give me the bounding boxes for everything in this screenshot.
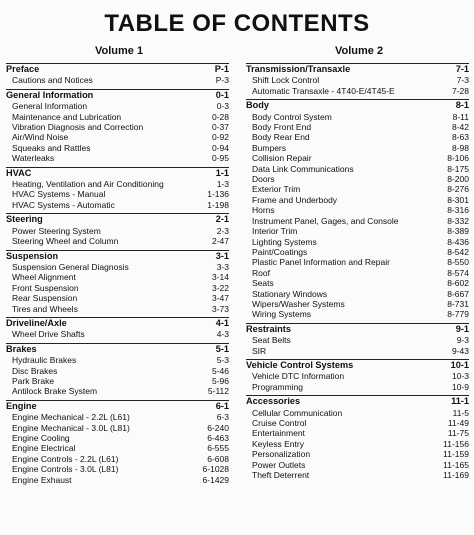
entry-label: Stationary Windows: [252, 288, 328, 299]
entry-label: Engine Electrical: [12, 443, 76, 454]
page-number: 0-37: [211, 122, 229, 133]
page-number: 8-332: [447, 215, 469, 226]
section-heading: Driveline/Axle: [6, 317, 67, 328]
section-restraints: [246, 323, 469, 356]
toc-entry: [246, 164, 469, 174]
section-heading: General Information: [6, 89, 94, 100]
toc-entry: [6, 132, 229, 142]
entry-label: Body Rear End: [252, 132, 310, 143]
entry-label: Air/Wind Noise: [12, 132, 69, 143]
entry-label: Vehicle DTC Information: [252, 371, 345, 382]
page-number: 8-602: [447, 278, 469, 289]
page-number: 5-112: [207, 386, 229, 397]
entry-label: Tires and Wheels: [12, 303, 78, 314]
entry-label: Programming: [252, 381, 304, 392]
page-number: 11-165: [443, 459, 469, 470]
toc-entry: [246, 122, 469, 132]
page-number: 6-3: [216, 412, 229, 423]
page-number: 6-463: [207, 433, 229, 443]
toc-entry: [246, 289, 469, 299]
section-heading: Accessories: [246, 396, 301, 407]
toc-entry: [246, 143, 469, 153]
page-number: 2-3: [216, 225, 229, 236]
section-suspension: [6, 250, 229, 314]
page-number: 8-316: [447, 205, 469, 216]
page-number: 7-3: [456, 75, 469, 86]
section-heading: Transmission/Transaxle: [246, 64, 351, 74]
page-number: 8-436: [447, 236, 469, 247]
page-number: 6-555: [207, 443, 229, 454]
entry-label: Waterleaks: [12, 153, 55, 164]
page-number: 0-92: [211, 132, 229, 143]
toc-entry: [6, 433, 229, 443]
section-heading: HVAC: [6, 167, 32, 178]
toc-entry: [246, 309, 469, 319]
page-number: 1-3: [216, 179, 229, 190]
page-number: 8-63: [451, 132, 469, 143]
toc-entry: [246, 470, 469, 480]
page-number: 8-389: [447, 226, 469, 237]
page-number: 8-11: [452, 111, 469, 122]
entry-label: Body Front End: [252, 122, 312, 133]
section-hvac: [6, 167, 229, 211]
entry-label: Hydraulic Brakes: [12, 355, 77, 366]
toc-entry: [6, 386, 229, 396]
toc-entry: [6, 293, 229, 303]
entry-label: Seats: [252, 278, 274, 289]
toc-entry: [246, 174, 469, 184]
entry-label: Cellular Communication: [252, 407, 343, 418]
toc-entry: [246, 408, 469, 418]
toc-entry: [246, 153, 469, 163]
entry-label: Instrument Panel, Gages, and Console: [252, 215, 399, 226]
page-number: 10-9: [451, 381, 469, 392]
toc-entry: [246, 299, 469, 309]
section-heading: Vehicle Control Systems: [246, 359, 354, 370]
toc-entry: [6, 236, 229, 246]
toc-entry: [6, 412, 229, 422]
entry-label: Antilock Brake System: [12, 386, 98, 397]
section-heading-row: [246, 396, 469, 407]
toc-entry: [6, 423, 229, 433]
entry-label: Front Suspension: [12, 282, 79, 293]
toc-entry: [6, 143, 229, 153]
page-number: 9-43: [451, 345, 469, 356]
section-heading: Engine: [6, 400, 37, 411]
page-number: 7-1: [455, 64, 469, 74]
page-number: 8-542: [447, 246, 469, 257]
page-number: 0-28: [211, 111, 229, 122]
entry-label: Shift Lock Control: [252, 75, 320, 86]
toc-entry: [6, 262, 229, 272]
page-number: 0-3: [216, 101, 229, 112]
section-heading-row: [6, 168, 229, 179]
toc-entry: [6, 475, 229, 485]
page-number: 11-75: [447, 428, 469, 439]
page-number: P-3: [215, 75, 229, 86]
page-number: 8-1: [455, 100, 469, 111]
toc-entry: [246, 278, 469, 288]
entry-label: Wheel Alignment: [12, 272, 76, 283]
entry-label: Personalization: [252, 449, 311, 460]
volume-1-column: [6, 63, 229, 488]
volume-2-label: Volume 2: [335, 45, 384, 57]
toc-entry: [6, 376, 229, 386]
toc-entry: [6, 355, 229, 365]
section-brakes: [6, 343, 229, 397]
page-title: TABLE OF CONTENTS: [104, 10, 370, 37]
page-number: 8-200: [447, 174, 469, 185]
entry-label: Interior Trim: [252, 226, 298, 237]
entry-label: Wiring Systems: [252, 309, 312, 320]
entry-label: Automatic Transaxle - 4T40-E/4T45-E: [252, 85, 395, 96]
section-heading-row: [246, 360, 469, 371]
toc-entry: [6, 454, 229, 464]
toc-entry: [246, 132, 469, 142]
toc-entry: [246, 112, 469, 122]
section-heading: Brakes: [6, 343, 37, 354]
toc-entry: [6, 464, 229, 474]
section-heading-row: [6, 344, 229, 355]
section-steering: [6, 213, 229, 246]
page-number: 8-667: [447, 288, 469, 299]
section-vehicle-control-systems: [246, 359, 469, 392]
entry-label: Wipers/Washer Systems: [252, 298, 345, 309]
entry-label: Theft Deterrent: [252, 470, 310, 481]
section-heading: Preface: [6, 64, 40, 74]
page-number: 4-3: [216, 329, 229, 340]
page-number: 8-98: [451, 142, 469, 153]
entry-label: Plastic Panel Information and Repair: [252, 257, 390, 268]
toc-entry: [6, 283, 229, 293]
toc-entry: [6, 153, 229, 163]
page-number: 11-169: [443, 470, 469, 481]
entry-label: Exterior Trim: [252, 184, 301, 195]
entry-label: Collision Repair: [252, 153, 312, 164]
page-number: 5-46: [211, 365, 229, 376]
toc-entry: [246, 195, 469, 205]
section-preface: [6, 63, 229, 86]
page-number: 10-1: [450, 359, 469, 370]
entry-label: Engine Mechanical - 2.2L (L61): [12, 412, 130, 423]
toc-entry: [246, 75, 469, 85]
page-number: 4-1: [215, 317, 229, 328]
page-number: 8-301: [447, 194, 469, 205]
section-heading-row: [246, 100, 469, 111]
page-number: 2-47: [211, 236, 229, 247]
entry-label: Engine Controls - 2.2L (L61): [12, 453, 119, 464]
toc-entry: [246, 371, 469, 381]
toc-entry: [6, 226, 229, 236]
entry-label: SIR: [252, 345, 267, 356]
page-number: 9-1: [455, 323, 469, 334]
entry-label: Maintenance and Lubrication: [12, 111, 122, 122]
page-number: 8-550: [447, 257, 469, 268]
entry-label: Cautions and Notices: [12, 75, 93, 86]
entry-label: Engine Controls - 3.0L (L81): [12, 464, 119, 475]
toc-entry: [246, 428, 469, 438]
toc-entry: [6, 101, 229, 111]
volume-1-label: Volume 1: [95, 45, 144, 57]
toc-entry: [246, 257, 469, 267]
section-general-information: [6, 89, 229, 164]
page-number: 11-1: [451, 396, 469, 407]
entry-label: Cruise Control: [252, 418, 307, 428]
page-number: 6-1028: [202, 464, 229, 475]
toc-entry: [246, 226, 469, 236]
entry-label: Doors: [252, 174, 275, 185]
entry-label: Roof: [252, 267, 270, 278]
entry-label: General Information: [12, 101, 88, 112]
section-heading-row: [6, 64, 229, 75]
section-driveline-axle: [6, 317, 229, 340]
entry-label: Body Control System: [252, 111, 332, 122]
entry-label: Heating, Ventilation and Air Conditioning: [12, 179, 164, 190]
page-number: 5-96: [211, 375, 229, 386]
section-heading-row: [6, 401, 229, 412]
page-number: 5-1: [215, 343, 229, 354]
page-number: 2-1: [215, 214, 229, 225]
entry-label: HVAC Systems - Automatic: [12, 199, 115, 210]
page-number: 3-47: [211, 293, 229, 304]
page-number: 3-14: [211, 272, 229, 283]
page-number: 3-1: [215, 250, 229, 261]
page-number: 6-1: [215, 400, 229, 411]
toc-entry: [246, 86, 469, 96]
section-body: [246, 99, 469, 320]
entry-label: Lighting Systems: [252, 236, 317, 247]
section-heading: Body: [246, 100, 269, 111]
volume-2-column: [246, 63, 469, 483]
entry-label: Paint/Coatings: [252, 246, 308, 257]
entry-label: Park Brake: [12, 375, 55, 386]
page-number: 8-574: [447, 267, 469, 278]
entry-label: Vibration Diagnosis and Correction: [12, 122, 144, 133]
toc-entry: [6, 112, 229, 122]
page-number: 11-159: [443, 449, 469, 460]
entry-label: Suspension General Diagnosis: [12, 261, 129, 272]
page-number: 11-5: [452, 407, 469, 418]
section-heading: Steering: [6, 214, 43, 225]
section-accessories: [246, 395, 469, 480]
toc-entry: [6, 75, 229, 85]
page-number: 0-95: [211, 153, 229, 164]
entry-label: Data Link Communications: [252, 163, 354, 174]
entry-label: Wheel Drive Shafts: [12, 329, 85, 340]
page-number: 7-28: [451, 85, 469, 96]
page-number: 11-49: [447, 418, 469, 428]
page-number: 1-136: [207, 189, 229, 200]
entry-label: Power Steering System: [12, 225, 101, 236]
page-number: P-1: [214, 64, 229, 74]
entry-label: HVAC Systems - Manual: [12, 189, 106, 200]
section-heading: Suspension: [6, 250, 59, 261]
toc-entry: [246, 268, 469, 278]
section-heading-row: [246, 324, 469, 335]
toc-entry: [246, 184, 469, 194]
toc-entry: [6, 304, 229, 314]
page-number: 11-156: [443, 438, 469, 449]
toc-entry: [246, 335, 469, 345]
page-number: 9-3: [456, 335, 469, 346]
toc-entry: [246, 418, 469, 428]
page-number: 10-3: [451, 371, 469, 382]
entry-label: Bumpers: [252, 142, 287, 153]
section-heading-row: [6, 318, 229, 329]
entry-label: Seat Belts: [252, 335, 291, 346]
toc-entry: [6, 179, 229, 189]
toc-entry: [6, 200, 229, 210]
page-number: 1-1: [215, 167, 229, 178]
entry-label: Power Outlets: [252, 459, 306, 470]
toc-entry: [246, 237, 469, 247]
toc-entry: [6, 189, 229, 199]
page-number: 8-175: [447, 163, 469, 174]
toc-entry: [246, 205, 469, 215]
entry-label: Engine Cooling: [12, 433, 70, 443]
page-number: 8-731: [447, 298, 469, 309]
toc-entry: [246, 382, 469, 392]
toc-entry: [246, 449, 469, 459]
section-heading-row: [6, 90, 229, 101]
page-number: 3-3: [216, 261, 229, 272]
entry-label: Frame and Underbody: [252, 194, 338, 205]
page-number: 0-94: [211, 142, 229, 153]
toc-entry: [246, 216, 469, 226]
entry-label: Disc Brakes: [12, 365, 58, 376]
toc-entry: [246, 247, 469, 257]
page-number: 8-106: [447, 153, 469, 164]
section-engine: [6, 400, 229, 485]
toc-entry: [246, 439, 469, 449]
entry-label: Engine Exhaust: [12, 474, 72, 485]
page-number: 5-3: [216, 355, 229, 366]
page-number: 8-276: [447, 184, 469, 195]
toc-entry: [6, 443, 229, 453]
page-number: 6-608: [207, 453, 229, 464]
toc-entry: [6, 329, 229, 339]
entry-label: Steering Wheel and Column: [12, 236, 119, 247]
page-number: 3-22: [211, 282, 229, 293]
toc-entry: [246, 460, 469, 470]
entry-label: Squeaks and Rattles: [12, 142, 91, 153]
section-heading-row: [6, 214, 229, 225]
page-number: 1-198: [207, 199, 229, 210]
section-heading-row: [246, 64, 469, 75]
entry-label: Keyless Entry: [252, 438, 304, 449]
section-heading-row: [6, 251, 229, 262]
toc-entry: [6, 272, 229, 282]
toc-entry: [6, 122, 229, 132]
section-transmission-transaxle: [246, 63, 469, 96]
entry-label: Entertainment: [252, 428, 305, 439]
page-number: 6-240: [207, 422, 229, 433]
page-number: 6-1429: [202, 474, 229, 485]
page-number: 3-73: [211, 303, 229, 314]
toc-entry: [246, 346, 469, 356]
entry-label: Engine Mechanical - 3.0L (L81): [12, 422, 130, 433]
page-number: 8-779: [447, 309, 469, 320]
section-heading: Restraints: [246, 323, 291, 334]
page-number: 8-42: [451, 122, 469, 133]
entry-label: Rear Suspension: [12, 293, 78, 304]
toc-entry: [6, 366, 229, 376]
page-number: 0-1: [215, 89, 229, 100]
entry-label: Horns: [252, 205, 275, 216]
